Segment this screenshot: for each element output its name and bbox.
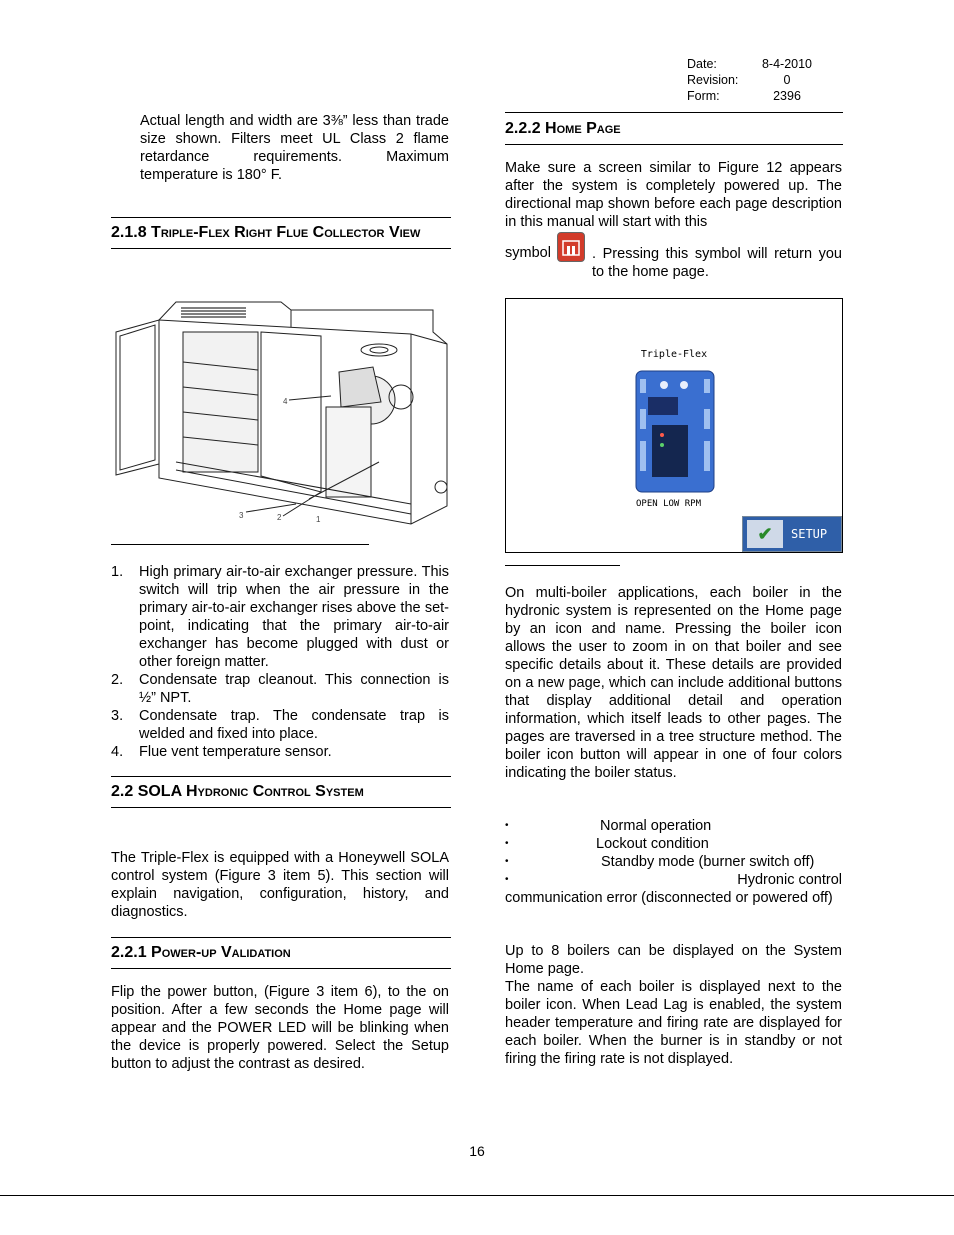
boiler-name-paragraph: The name of each boiler is displayed next to the boiler icon. When Lead Lag is enabled, the system header temperature and firing rate are displayed for each boiler. When the burner is in standby or not firing the firing rate is not displayed. <box>505 979 842 1067</box>
list-item: • Normal operation <box>505 818 712 834</box>
home-symbol-icon[interactable] <box>557 232 585 262</box>
section-2-2-1-heading <box>111 937 451 969</box>
section-2-2-1-title: Power-up Validation <box>151 944 291 961</box>
setup-label: SETUP <box>791 527 828 541</box>
list-item: • Standby mode (burner switch off) <box>505 854 815 870</box>
symbol-word: symbol <box>505 245 551 261</box>
section-2-2-2-title: Home Page <box>545 120 621 137</box>
list-item: 3. Condensate trap. The condensate trap is welded and fixed into place. <box>111 708 449 742</box>
setup-icon: ✔ <box>747 520 783 548</box>
diagram-label-3: 3 <box>239 511 244 520</box>
section-2-2-heading <box>111 776 451 808</box>
section-2-2-1-paragraph: Flip the power button, (Figure 3 item 6), to the on position. After a few seconds the Home page will appear and the POWER LED will be blinking when the device is properly powered. Select the Setup button to adjust the contrast as desired. <box>111 984 449 1072</box>
section-2-1-8-title: Triple-Flex Right Flue Collector View <box>151 224 421 241</box>
flue-collar <box>361 344 397 356</box>
list-item: 2. Condensate trap cleanout. This connection is ½” NPT. <box>111 672 449 706</box>
date-label: Date: <box>687 57 717 71</box>
section-2-2-1-number: 2.2.1 <box>111 944 147 961</box>
filter-note-paragraph: Actual length and width are 3⅜” less than trade size shown. Filters meet UL Class 2 flame retardance requirements. Maximum temperature is 180° F. <box>140 113 449 183</box>
section-2-2-2-number: 2.2.2 <box>505 120 541 137</box>
component-list <box>111 563 449 761</box>
section-2-2-paragraph: The Triple-Flex is equipped with a Honeywell SOLA control system (Figure 3 item 5). This section will explain navigation, configuration, history, and diagnostics. <box>111 850 449 920</box>
form-label: Form: <box>687 89 720 103</box>
list-item: • Lockout condition <box>505 836 709 852</box>
section-2-2-title: Hydronic Control System <box>186 783 364 800</box>
list-item: 4. Flue vent temperature sensor. <box>111 744 332 760</box>
revision-value: 0 <box>783 73 791 87</box>
footer-rule <box>0 1195 954 1196</box>
right-flue-collector-diagram <box>111 292 451 528</box>
home-screen-figure <box>505 298 843 553</box>
section-2-2-number: 2.2 SOLA <box>111 783 182 800</box>
caption-rule-left <box>111 544 369 545</box>
header-rule <box>505 112 843 113</box>
date-value: 8-4-2010 <box>761 57 813 71</box>
diagram-label-1: 1 <box>316 515 321 524</box>
screen-title: Triple-Flex <box>640 349 708 360</box>
diagram-label-2: 2 <box>277 513 282 522</box>
boiler-icon[interactable] <box>634 369 716 494</box>
multi-boiler-paragraph: On multi-boiler applications, each boiler in the hydronic system is represented on the Home page by an icon and name. Pressing the boiler icon allows the user to zoom in on that boiler and see specific details about it. These details are provided on a new page, which can include additional buttons that display additional detail and operation information, which itself leads to other pages. The pages are traversed in a tree structure method. The boiler icon button will appear in one of four colors indicating the boiler status. <box>505 585 842 781</box>
list-item: 1. High primary air-to-air exchanger pressure. This switch will trip when the air pressure in the primary air-to-air exchanger rises above the set-point, indicating that the primary air-to-air exchanger has become plugged with dust or other foreign matter. <box>111 564 449 670</box>
revision-label: Revision: <box>687 73 739 87</box>
status-color-list <box>505 817 842 907</box>
section-2-2-2-heading <box>505 114 843 145</box>
section-2-1-8-number: 2.1.8 <box>111 224 147 241</box>
screen-status: OPEN LOW RPM <box>636 499 702 509</box>
list-item: • Hydronic control <box>505 872 842 888</box>
diagram-label-4: 4 <box>283 397 288 406</box>
section-2-1-8-heading <box>111 217 451 249</box>
home-symbol-description: . Pressing this symbol will return you to the home page. <box>592 246 842 280</box>
bullet-4-continuation: communication error (disconnected or powered off) <box>505 890 833 906</box>
caption-rule-right <box>505 565 620 566</box>
home-page-intro-paragraph: Make sure a screen similar to Figure 12 appears after the system is completely powered up. The directional map shown before each page description in this manual will start with this <box>505 160 842 230</box>
document-header-info <box>687 56 817 104</box>
max-boilers-paragraph: Up to 8 boilers can be displayed on the System Home page. <box>505 943 842 977</box>
setup-button[interactable] <box>742 516 842 552</box>
cabinet-door <box>116 320 159 475</box>
page-number: 16 <box>469 1143 485 1159</box>
form-value: 2396 <box>773 89 801 103</box>
